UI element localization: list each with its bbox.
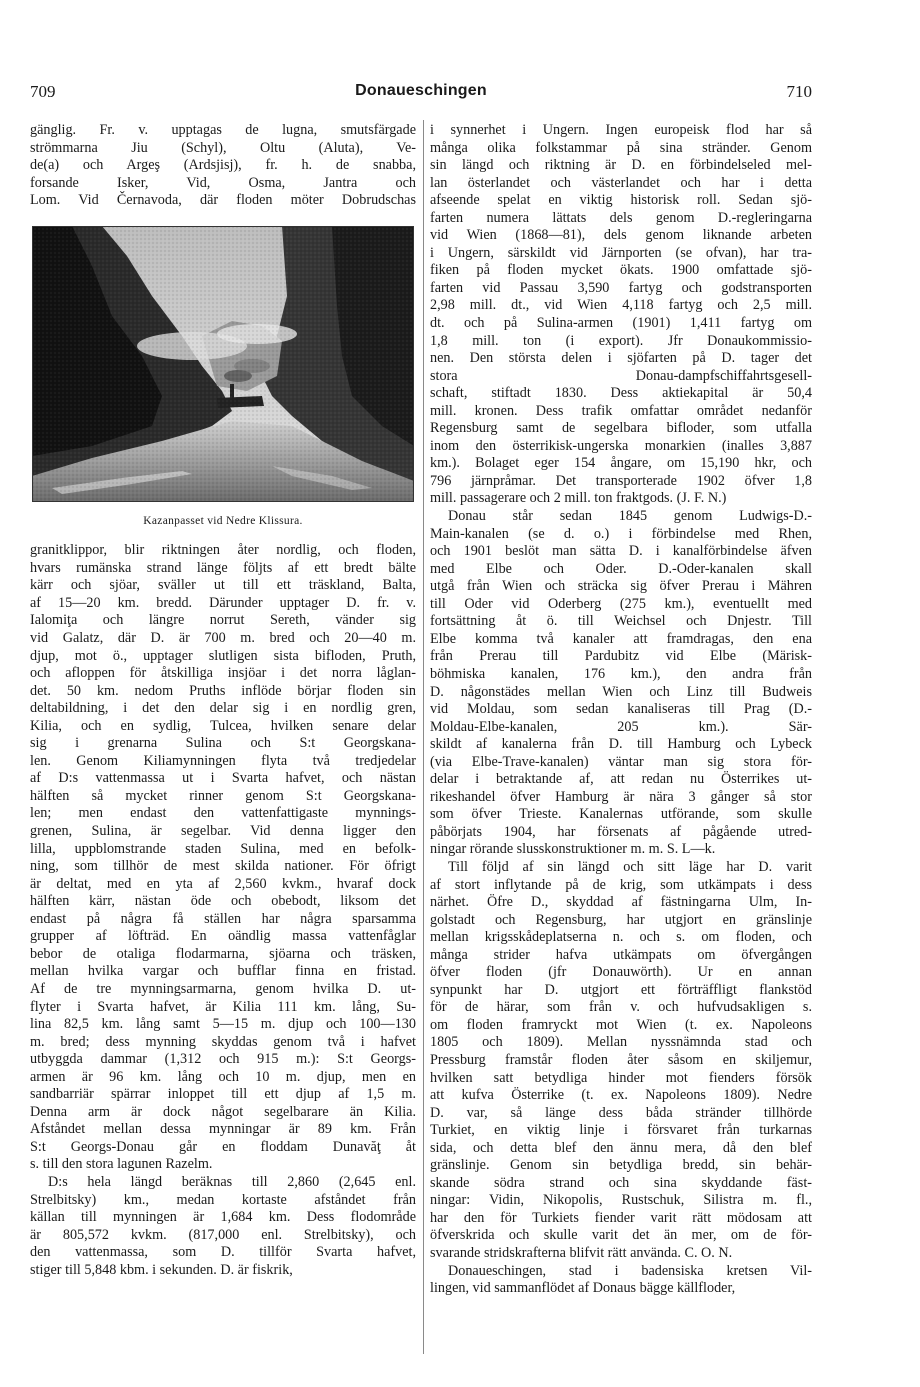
text-line: dt. och på Sulina-armen (1901) 1,411 fartyg om — [430, 315, 812, 332]
text-line: i synnerhet i Ungern. Ingen europeisk flod har så — [430, 122, 812, 138]
text-line: farten numera lättats dels genom D.-regleringarna — [430, 209, 812, 226]
text-line: m. bred; dess mynning skyddas genom två i hafvet — [30, 1033, 416, 1050]
text-line: från Prerau till Pardubitz vid Elbe (Märisk- — [430, 648, 812, 665]
text-line: Denna arm är dock något segelbarare än Kilia. — [30, 1103, 416, 1120]
text-line: mill. kronen. Dess trafik omfattar området nedanför — [430, 402, 812, 419]
text-line: ning, som tillhör de mest skilda nationer. För öfrigt — [30, 858, 416, 875]
text-line: lina 82,5 km. lång samt 5—15 m. djup och 100—130 — [30, 1016, 416, 1033]
right-column-text — [430, 122, 812, 1298]
text-line: lan österlandet och västerlandet och har i detta — [430, 174, 812, 191]
text-line: gränslinje. Genom sin betydliga bredd, sin behär- — [430, 1157, 812, 1174]
text-line: Main-kanalen (se d. o.) i förbindelse med Rhen, — [430, 525, 812, 542]
text-line: grupper af löfträd. En oändlig massa vattenfåglar — [30, 928, 416, 945]
text-line: många strider hafva utkämpats om öfvergången — [430, 946, 812, 963]
text-line: Strelbitsky) km., medan kortaste afståndet från — [30, 1191, 416, 1208]
text-line: Pressburg framstår floden åter såsom en skiljemur, — [430, 1051, 812, 1068]
text-line: afseende spelat en viktig historisk roll. Sedan sjö- — [430, 192, 812, 209]
text-line: om floden framryckt mot Wien (t. ex. Napoleons — [430, 1016, 812, 1033]
text-line: vid Galatz, där D. är 700 m. bred och 20—40 m. — [30, 630, 416, 647]
text-line: vid Moldau, som sedan kanaliseras till Prag (D.- — [430, 701, 812, 718]
text-line: skande södra strand och sina skyddande fäst- — [430, 1174, 812, 1191]
text-line: farten vid Passau 3,590 fartyg och godstransporten — [430, 279, 812, 296]
landscape-photo-illustration — [32, 226, 414, 502]
text-line: lingen, vid sammanflödet af Donaus bägge källfloder, — [430, 1280, 736, 1297]
text-line: s. till den stora lagunen Razelm. — [30, 1156, 213, 1173]
text-line: D:s hela längd beräknas till 2,860 (2,645 enl. — [48, 1173, 416, 1190]
right-column — [430, 122, 812, 1298]
text-line: hvars rumänska strand länge följts af ett bredt bälte — [30, 559, 416, 576]
text-line: af 15—20 km. bredd. Därunder upptager D. fr. v. — [30, 594, 416, 611]
text-line: endast på några få ställen har några sparsamma — [30, 910, 416, 927]
text-line: Moldau-Elbe-kanalen, 205 km.). Sär- — [430, 718, 812, 735]
text-line: granitklippor, blir riktningen åter nordlig, och floden, — [30, 542, 416, 559]
text-line: källan till mynningen är 1,684 km. Dess flodområde — [30, 1209, 416, 1226]
text-line: flyter i Svarta hafvet, är Kilia 111 km. lång, Su- — [30, 998, 416, 1015]
text-line: ningar rörande slusskonstruktioner m. m. S. L—k. — [430, 841, 716, 858]
text-line: skildt af kanalerna från D. till Hamburg och Lybeck — [430, 736, 812, 753]
text-line: den vattenmassa, som D. tillför Svarta hafvet, — [30, 1244, 416, 1261]
left-column-bottom-text — [30, 542, 416, 1279]
text-line: bebor de otaliga flodarmarna, sjöarna och träsken, — [30, 945, 416, 962]
text-line: 796 järnpråmar. Det transporterade 1902 öfver 1,8 — [430, 472, 812, 489]
text-line: len. Genom Kiliamynningen flyta två tredjedelar — [30, 752, 416, 769]
text-line: 2,98 mill. dt., vid Wien 4,118 fartyg och 2,5 mill. — [430, 297, 812, 314]
text-line: ningar: Vidin, Nikopolis, Rustschuk, Silistra m. fl., — [430, 1192, 812, 1209]
text-line: de(a) och Argeş (Ardsjisj), fr. h. de snabba, — [30, 157, 416, 174]
text-line: Donau står sedan 1845 genom Ludwigs-D.- — [448, 508, 812, 525]
text-line: hvilken satt betydliga hinder mot fienders försök — [430, 1069, 812, 1086]
text-line: mill. passagerare och 2 mill. ton fraktgods. (J. F. N.) — [430, 490, 727, 507]
text-line: len; men endast den vattenfattigaste mynnings- — [30, 805, 416, 822]
text-line: mellan krigsskådeplatserna n. och s. om floden, och — [430, 929, 812, 946]
text-line: (via Elbe-Trave-kanalen) väntar man sig stora för- — [430, 753, 812, 770]
text-line: med Elbe och Oder. D.-Oder-kanalen skall — [430, 560, 812, 577]
text-line: i Ungern, särskildt vid Järnporten (se ofvan), har tra- — [430, 244, 812, 261]
text-line: till Oder vid Oderberg (275 km.), eventuellt med — [430, 595, 812, 612]
text-line: synpunkt har D. utgjort ett förträffligt flankstöd — [430, 981, 812, 998]
text-line: öfverskrida och skulle varit det än mer, om de för- — [430, 1227, 812, 1244]
running-header — [30, 82, 812, 106]
text-line: stora Donau-dampfschiffahrtsgesell- — [430, 367, 812, 384]
text-line: sin längd och riktning är D. en förbindelseled mel- — [430, 157, 812, 174]
text-line: armen är 96 km. lång och 10 m. djup, men en — [30, 1068, 416, 1085]
text-line: djup, mot ö., upptager slutligen sista bifloden, Pruth, — [30, 647, 416, 664]
text-line: stiger till 5,848 kbm. i sekunden. D. är fiskrik, — [30, 1261, 293, 1278]
text-line: inom den österrikisk-ungerska monarkien (inalles 3,887 — [430, 437, 812, 454]
text-line: Afståndet mellan dessa mynningar är 89 km. Från — [30, 1121, 416, 1138]
text-line: sida, och detta blef den ännu mera, då den blef — [430, 1139, 812, 1156]
text-line: har den för Turkiets fiender varit rätt mödosam att — [430, 1209, 812, 1226]
text-line: öfver floden (jfr Donauwörth). Ur en annan — [430, 964, 812, 981]
text-line: Lom. Vid Černavoda, där floden möter Dobrudschas — [30, 192, 416, 209]
text-line: schaft, stiftadt 1830. Dess aktiekapital är 50,4 — [430, 385, 812, 402]
text-line: påbörjats 1904, har försenats af pågående utred- — [430, 823, 812, 840]
text-line: Regensburg samt de segelbara bifloder, som utfalla — [430, 420, 812, 437]
text-line: för de härar, som från v. och hufvudsakligen s. — [430, 999, 812, 1016]
text-line: mellan hvilka vargar och bufflar finna en fristad. — [30, 963, 416, 980]
left-column — [30, 122, 416, 1279]
text-line: sandbarriär spärrar inloppet till ett djup af 1,5 m. — [30, 1086, 416, 1103]
text-line: Af de tre mynningsarmarna, genom hvilka D. ut- — [30, 980, 416, 997]
text-line: delar i betraktande af, att redan nu Österrikes ut- — [430, 771, 812, 788]
text-line: många olika folkstammar på sina stränder. Genom — [430, 139, 812, 156]
text-line: hälften kärr, nästan öde och obebodt, liksom det — [30, 893, 416, 910]
text-line: fiken på floden mycket ökats. 1900 omfattade sjö- — [430, 262, 812, 279]
text-line: det. 50 km. nedom Pruths inflöde börjar floden sin — [30, 682, 416, 699]
text-line: af D:s vattenmassa ut i Svarta hafvet, och nästan — [30, 770, 416, 787]
kazanpasset-photograph — [32, 226, 414, 502]
text-line: närhet. Öfre D., skyddad af fästningarna Ulm, In- — [430, 894, 812, 911]
text-line: utbyggda dammar (1,312 och 915 m.): S:t Georgs- — [30, 1051, 416, 1068]
text-line: golstadt och Regensburg, har utgjort en gränslinje — [430, 911, 812, 928]
text-line: D. var, så länge dess båda stränder tillhörde — [430, 1104, 812, 1121]
text-line: S:t Georgs-Donau går en floddam Dunavăţ åt — [30, 1138, 416, 1155]
text-line: sig i grenarna Sulina och S:t Georgskana- — [30, 735, 416, 752]
text-line: som öfver Trieste. Kanalernas utförande, som skulle — [430, 806, 812, 823]
text-line: är 805,572 kvkm. (817,000 enl. Strelbitsky), och — [30, 1226, 416, 1243]
text-line: och 1901 beslöt man sätta D. i kanalförbindelse äfven — [430, 543, 812, 560]
text-line: Elbe komma två kanaler att framdragas, den ena — [430, 630, 812, 647]
text-line: Till följd af sin längd och sitt läge har D. varit — [448, 858, 812, 875]
text-line: Ialomiţa och längre norrut Sereth, vänder sig — [30, 612, 416, 629]
left-column-top-text — [30, 122, 416, 210]
text-line: vid Wien (1868—81), dels genom liknande arbeten — [430, 227, 812, 244]
text-line: böhmiska kanalen, 176 km.), den andra från — [430, 665, 812, 682]
text-line: nen. Den största delen i sjöfarten på D. tager det — [430, 350, 812, 367]
text-line: att kufva Österrike (t. ex. Napoleons 1809). Nedre — [430, 1087, 812, 1104]
page-number-right: 710 — [786, 82, 812, 101]
text-line: grenen, Sulina, är segelbar. Vid denna ligger den — [30, 823, 416, 840]
text-line: strömmarna Jiu (Schyl), Oltu (Aluta), Ve- — [30, 139, 416, 156]
text-line: gänglig. Fr. v. upptagas de lugna, smutsfärgade — [30, 122, 416, 138]
text-line: 1805 och 1809). Mellan nyssnämnda stad och — [430, 1034, 812, 1051]
figure-caption: Kazanpasset vid Nedre Klissura. — [143, 514, 303, 527]
text-line: Turkiet, en viktig linje i försvaret från turkarnas — [430, 1122, 812, 1139]
text-line: Kilia, och en sydlig, Tulcea, hvilken senare delar — [30, 717, 416, 734]
text-line: D. någonstädes mellan Wien och Linz till Budweis — [430, 683, 812, 700]
header-title: Donaueschingen — [355, 82, 487, 99]
text-line: Donaueschingen, stad i badensiska kretsen Vil- — [448, 1262, 812, 1279]
text-line: af stort inflytande på de krig, som utkämpats i dess — [430, 876, 812, 893]
page-number-left: 709 — [30, 82, 56, 101]
text-line: deltabildning, i det den delar sig i en nordlig gren, — [30, 700, 416, 717]
text-line: hälften så mycket rinner genom S:t Georgskana- — [30, 787, 416, 804]
text-line: utgå från Wien och sträcka sig öfver Prerau i Mähren — [430, 578, 812, 595]
text-line: fortsättning åt ö. till Weichsel och Dnjestr. Till — [430, 613, 812, 630]
text-line: kärr och sjöar, sväller ut till ett träskland, Balta, — [30, 577, 416, 594]
text-line: 1,8 mill. ton (i export). Jfr Donaukommissio- — [430, 332, 812, 349]
text-line: är deltat, med en yta af 2,560 kvkm., hvaraf dock — [30, 875, 416, 892]
column-divider — [423, 120, 424, 1354]
text-line: svarande stridskrafterna blifvit rätt använda. C. O. N. — [430, 1245, 733, 1261]
text-line: och afloppen för åtskilliga insjöar i det norra låglan- — [30, 665, 416, 682]
text-line: lilla, uppblomstrande staden Sulina, med en befolk- — [30, 840, 416, 857]
text-line: km.). Bolaget eger 154 ångare, om 15,190 hkr, och — [430, 455, 812, 472]
text-line: rikeshandel öfver Hamburg är nära 3 gånger så stor — [430, 788, 812, 805]
text-line: forsande Isker, Vid, Osma, Jantra och — [30, 174, 416, 191]
